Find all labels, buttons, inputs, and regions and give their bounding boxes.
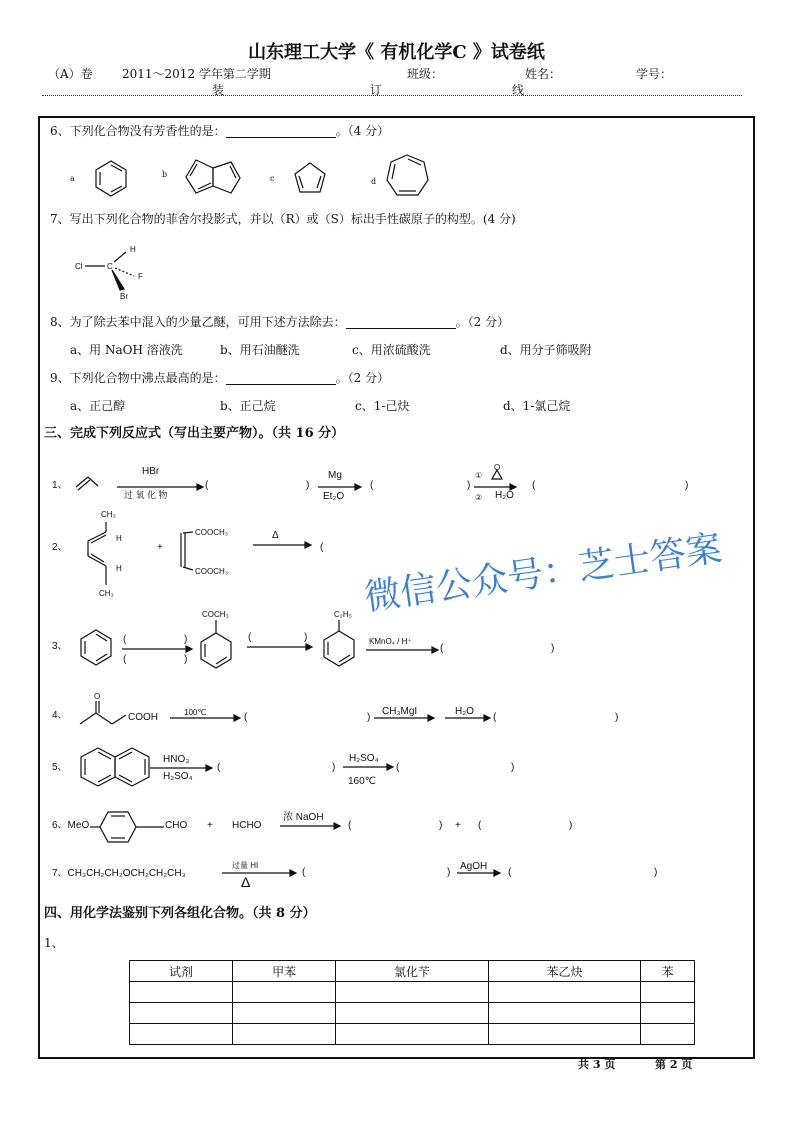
answer-paren: (: [370, 480, 374, 491]
reaction-number: 1、: [52, 480, 68, 491]
exam-title: 山东理工大学《 有机化学C 》试卷纸: [248, 42, 545, 63]
answer-paren: ): [439, 820, 443, 831]
answer-paren: ): [511, 762, 515, 773]
plus-sign: +: [455, 820, 461, 831]
answer-paren: ): [184, 634, 188, 645]
answer-paren: ): [615, 712, 619, 723]
table-row: [130, 1024, 695, 1045]
table-cell[interactable]: [488, 1024, 641, 1045]
atom-label: H: [116, 564, 122, 573]
section-4-title: 四、用化学法鉴别下列各组化合物。（共 8 分）: [44, 906, 316, 921]
answer-paren: (: [244, 712, 248, 723]
atom-label: H: [116, 534, 122, 543]
reagent: H₂SO₄: [349, 753, 379, 764]
group-label: CH₃: [101, 510, 116, 519]
atom-label: C: [107, 262, 113, 271]
answer-paren: ): [654, 867, 658, 878]
table-cell[interactable]: [641, 1024, 695, 1045]
group-label: COCH₃: [202, 610, 229, 619]
group-label: COOH: [128, 712, 158, 723]
table-cell[interactable]: [336, 1003, 489, 1024]
table-cell[interactable]: [130, 1024, 233, 1045]
table-cell[interactable]: [488, 1003, 641, 1024]
reagent: 过量 HI: [232, 861, 259, 870]
condition: 过 氧 化 物: [124, 490, 168, 500]
atom-label: Br: [120, 292, 128, 301]
identification-table: [129, 960, 695, 1045]
ethylbenzene-structure: [324, 620, 354, 666]
reaction-number: 7、CH₃CH₂CH₂OCH₂CH₂CH₃: [52, 868, 186, 879]
pentalene-structure: [186, 160, 240, 193]
answer-paren: ): [569, 820, 573, 831]
step-label: ②: [475, 493, 483, 502]
atom-label: O: [494, 463, 501, 472]
condition: 100℃: [184, 708, 207, 717]
column-header: 苯乙炔: [488, 961, 641, 982]
reaction-number: 3、: [52, 641, 68, 652]
answer-paren: ): [367, 712, 371, 723]
table-cell[interactable]: [488, 982, 641, 1003]
group-label: COOCH₃: [195, 567, 229, 576]
group-label: C₂H₅: [334, 610, 352, 619]
table-cell[interactable]: [130, 1003, 233, 1024]
answer-paren: (: [493, 712, 497, 723]
table-row: [130, 1003, 695, 1024]
table-header-row: [130, 961, 695, 982]
acetophenone-structure: [201, 620, 231, 668]
answer-paren: (: [532, 480, 536, 491]
reagent: 浓 NaOH: [283, 812, 324, 823]
answer-paren: (: [440, 643, 444, 654]
answer-paren: (: [478, 820, 482, 831]
answer-paren: ): [467, 480, 471, 491]
answer-paren: (: [320, 542, 324, 553]
naphthalene-structure: [81, 748, 149, 786]
reagent: KMnO₄ / H⁺: [369, 637, 412, 646]
option: c、用浓硫酸洗: [352, 343, 431, 357]
column-header: 苯: [641, 961, 695, 982]
option-label: b: [162, 170, 168, 179]
table-cell[interactable]: [233, 1003, 336, 1024]
plus-sign: +: [157, 542, 163, 553]
heat-symbol: Δ: [272, 530, 279, 541]
answer-paren: (: [217, 762, 221, 773]
answer-paren: (: [396, 762, 400, 773]
answer-paren: ): [685, 480, 689, 491]
step-label: ①: [475, 471, 483, 480]
option: d、用分子筛吸附: [500, 343, 592, 357]
term: 2011～2012 学年第二学期: [122, 67, 271, 81]
watermark: 微信公众号：芝士答案: [362, 528, 725, 619]
answer-paren: (: [248, 632, 252, 643]
binding-mark: 线: [512, 83, 525, 97]
reagent: CH₃MgI: [382, 706, 418, 717]
option: d、1-氯己烷: [503, 399, 571, 413]
table-cell[interactable]: [641, 982, 695, 1003]
condition: 160℃: [348, 776, 376, 787]
reaction-number: 5、: [52, 762, 68, 773]
heat-symbol: Δ: [241, 874, 251, 890]
anisaldehyde-structure: [90, 812, 164, 842]
propene-structure: [76, 477, 98, 490]
column-header: 甲苯: [233, 961, 336, 982]
column-header: 氯化苄: [336, 961, 489, 982]
option-label: c: [270, 174, 275, 183]
diene-structure: [88, 522, 106, 585]
student-id-label: 学号：: [636, 67, 673, 81]
option: b、正己烷: [220, 399, 276, 413]
answer-paren: ): [306, 480, 310, 491]
table-cell[interactable]: [336, 1024, 489, 1045]
binding-mark: 订: [370, 83, 383, 97]
tropylium-structure: [387, 155, 428, 195]
reaction-number: 6、MeO: [52, 820, 90, 831]
paper-version: （A）卷: [48, 67, 93, 81]
table-cell[interactable]: [233, 982, 336, 1003]
answer-paren: (: [302, 867, 306, 878]
table-cell[interactable]: [233, 1024, 336, 1045]
answer-paren: ): [304, 632, 308, 643]
option-label: a: [70, 174, 75, 183]
reagent: AgOH: [460, 861, 488, 872]
question-number: 1、: [44, 936, 64, 950]
table-cell[interactable]: [336, 982, 489, 1003]
table-cell[interactable]: [130, 982, 233, 1003]
benzene-structure: [96, 161, 126, 196]
question-9: 9、下列化合物中沸点最高的是： 。（2 分）: [50, 371, 390, 385]
group-label: COOCH₃: [195, 528, 229, 537]
table-row: [130, 982, 695, 1003]
reaction-number: 2、: [52, 542, 68, 553]
reactant: HCHO: [232, 820, 262, 831]
question-6: 6、下列化合物没有芳香性的是： 。（4 分）: [50, 124, 390, 138]
option: c、1-己炔: [355, 399, 410, 413]
option-label: d: [371, 177, 377, 186]
cyclopentadienyl-cation-structure: [295, 163, 325, 192]
benzene-structure: [81, 630, 111, 665]
condition: H₂SO₄: [163, 771, 193, 782]
atom-label: Cl: [75, 262, 83, 271]
reaction-number: 4、: [52, 710, 68, 721]
answer-blank[interactable]: [346, 316, 456, 329]
option: a、用 NaOH 溶液洗: [70, 343, 183, 357]
answer-paren: ): [447, 867, 451, 878]
answer-paren: (: [123, 654, 127, 665]
binding-mark: 装: [212, 83, 225, 97]
answer-paren: (: [205, 480, 209, 491]
plus-sign: +: [207, 820, 213, 831]
reagent: H₂O: [455, 706, 474, 717]
total-pages: 共 3 页: [578, 1058, 616, 1071]
name-label: 姓名：: [525, 67, 562, 81]
section-3-title: 三、完成下列反应式（写出主要产物）。（共 16 分）: [44, 426, 345, 441]
question-7: 7、写出下列化合物的菲舍尔投影式，并以（R）或（S）标出手性碳原子的构型。(4 分): [50, 212, 516, 226]
answer-paren: (: [348, 820, 352, 831]
acetoacetic-acid-structure: [80, 701, 126, 724]
atom-label: H: [130, 245, 136, 254]
answer-paren: ): [184, 654, 188, 665]
column-header: 试剂: [130, 961, 233, 982]
question-8: 8、为了除去苯中混入的少量乙醚，可用下述方法除去： 。（2 分）: [50, 315, 510, 329]
answer-paren: ): [551, 643, 555, 654]
group-label: CH₃: [99, 589, 114, 598]
reagent: H₂O: [495, 490, 514, 501]
group-label: CHO: [165, 820, 188, 831]
reagent: HNO₃: [163, 754, 190, 765]
answer-paren: (: [123, 634, 127, 645]
table-cell[interactable]: [641, 1003, 695, 1024]
atom-label: F: [138, 272, 143, 281]
condition: Et₂O: [323, 491, 345, 502]
answer-paren: ): [332, 762, 336, 773]
answer-paren: (: [508, 867, 512, 878]
alkyne-diester-structure: [181, 532, 193, 570]
reagent: Mg: [328, 470, 342, 481]
option: b、用石油醚洗: [220, 343, 300, 357]
option: a、正己醇: [70, 399, 126, 413]
atom-label: O: [94, 692, 101, 701]
reagent: HBr: [142, 466, 160, 477]
class-label: 班级：: [407, 67, 444, 81]
answer-blank[interactable]: [226, 372, 336, 385]
page-number: 第 2 页: [655, 1058, 693, 1071]
